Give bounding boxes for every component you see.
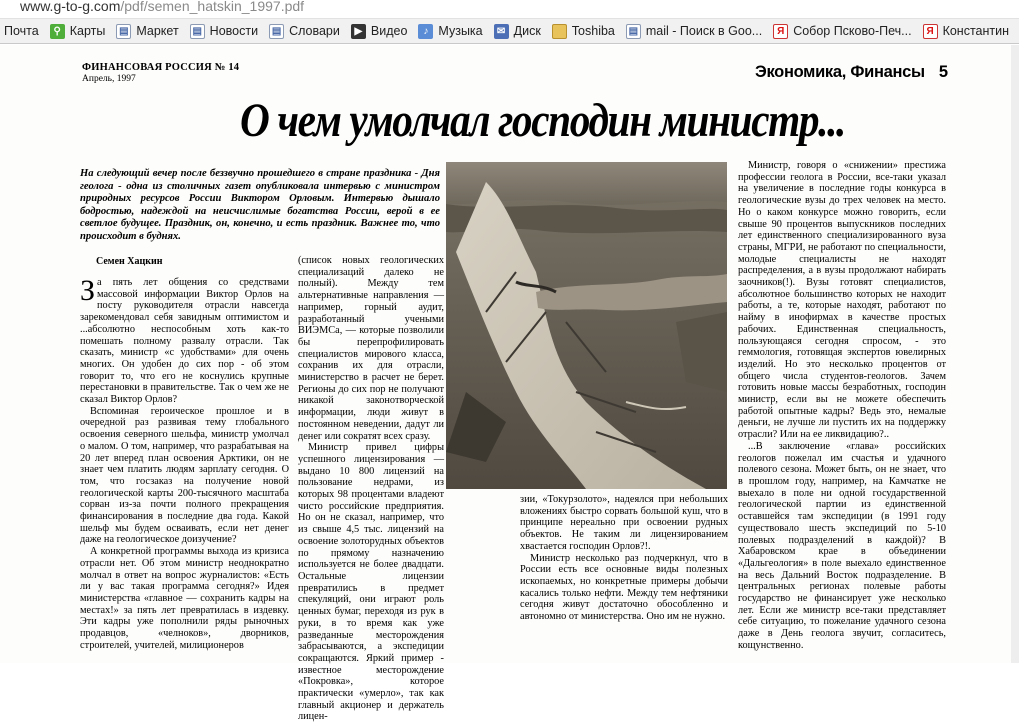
music-icon: ♪: [418, 24, 433, 39]
bookmark-sobor[interactable]: [769, 20, 915, 42]
paragraph: Министр несколько раз подчеркнул, что в России есть все основные виды полезных ископаемых, но конкретные примеры добычи касались только нефти. Между тем нефтяники сегодня живут достаточно обособленно и автономно от министерства. Оно им не нужно.: [520, 552, 728, 623]
bookmark-label: mail - Поиск в Goo...: [645, 24, 763, 38]
bookmark-label: Почта: [4, 24, 39, 38]
scrollbar[interactable]: [1011, 45, 1019, 663]
bookmark-label: Карты: [69, 24, 106, 38]
doc-icon: ▤: [269, 24, 284, 39]
page-number: 5: [938, 63, 948, 81]
bookmark-toshiba[interactable]: [548, 20, 619, 42]
paragraph: ...В заключение «глава» российских геологов пожелал им счастья и удачного полевого сезона. Может быть, он не знает, что в прошлом году, например, на Камчатке не выехало в поле ни одной государственной геологической партии из единственной оставшейся там экспедиции (в 1991 году существовало шесть экспедиций по 5-10 полевых подразделений в каждой)? В Хабаровском крае в объединении «Дальгеология» в поле выехало единственное на весь Дальний Восток подразделение. В центральных регионах полевые работы государство не финансирует уже несколько лет. Если же министр все-таки представляет себе ситуацию, то пожелание удачного сезона даже в День геолога звучит, согласитесь, кощунственно.: [738, 440, 946, 651]
bookmark-label: Toshiba: [571, 24, 615, 38]
paragraph: (список новых геологических специализаций далеко не полный). Между тем альтернативные направления — например, горный аудит, разработанный учеными ВИЭМСа, — которые позволили бы перепрофилировать специалистов мирового класса, сохранив их для отрасли, министерство в расчет не берет. Регионы до сих пор не получают никакой законотворческой информации, люди живут в постоянном неведении, дадут ли денег или сократят всех сразу.: [298, 255, 444, 442]
paragraph: Вспоминая героическое прошлое и в очередной раз развивая тему глобального освоения северного шельфа, министр умолчал о малом. О том, например, что разрабатывая на 20 лет вперед план освоения Арктики, он не знает чем платить людям зарплату сегодня. О том, что госзаказ на получение новой геологической карты 200-тысячного масштаба сорван из-за почти полного прекращения финансирования в последние два года. Какой шельф мы будем осваивать, если нет денег даже на геологическое доизучение?: [80, 405, 289, 546]
bookmarks-bar: [0, 19, 1019, 44]
publication-name: ФИНАНСОВАЯ РОССИЯ № 14: [82, 62, 240, 73]
section-title: Экономика, Финансы: [755, 63, 925, 81]
bookmark-market[interactable]: [112, 20, 182, 42]
bookmark-label: Маркет: [136, 24, 179, 38]
doc-icon: ▤: [116, 24, 131, 39]
bookmark-pochta[interactable]: [0, 20, 43, 42]
url-host: www.g-to-g.com: [20, 0, 121, 14]
paragraph: Министр привел цифры успешного лицензирования — выдано 10 800 лицензий на пользование недрами, из которых 98 процентами владеют чисто российские предприятия. Но он не сказал, например, что из свыше 4,5 тыс. лицензий на освоение золоторудных объектов по прямому назначению используется не более двадцати. Остальные лицензии превратились в предмет спекуляций, они играют роль ценных бумаг, переходя из рук в руки, в то время как уже разведанные месторождения забрасываются, а экспедиции сокращаются. Яркий пример - известное месторождение «Покровка», которое практически «умерло», так как главный акционер и держатель лицен-: [298, 442, 444, 723]
article-byline: Семен Хацкин: [96, 256, 163, 267]
drop-cap: З: [80, 274, 96, 307]
article-column-4: [738, 160, 946, 651]
paragraph: [80, 274, 289, 406]
folder-icon: [552, 24, 567, 39]
bookmark-label: Новости: [209, 24, 259, 38]
article-lead: На следующий вечер после беззвучно прошедшего в стране праздника - Дня геолога - одна из столичных газет опубликовала интервью с министром природных ресурсов России Виктором Орловым. Интервью дышало бодростью, надеждой на неисчислимые богатства России, верой в ее светлое будущее. Праздник, он, конечно, и есть праздник. Важнее то, что происходит в буднях.: [80, 168, 440, 242]
article-headline: О чем умолчал господин министр...: [240, 94, 845, 147]
paragraph: А конкретной программы выхода из кризиса отрасли нет. Об этом министр неоднократно молчал в ответ на вопрос журналистов: «Есть ли у вас такая программа сегодня?» Идея министерства «главное — сохранить кадры на местах!» за пять лет превратилась в издевку. Эти кадры уже пополнили ряды рыночных продавцов, «челноков», дворников, строителей, учителей, милиционеров: [80, 546, 289, 651]
article-column-3: [520, 494, 728, 626]
mail-icon: ✉: [494, 24, 509, 39]
bookmark-label: Диск: [513, 24, 541, 38]
bookmark-karty[interactable]: [46, 20, 110, 42]
bookmark-konstantin[interactable]: [919, 20, 1013, 42]
yandex-icon: Я: [773, 24, 788, 39]
bookmark-disk[interactable]: [490, 20, 545, 42]
publication-header: [82, 62, 239, 84]
bookmark-label: Собор Псково-Печ...: [793, 24, 912, 38]
bookmark-slovari[interactable]: [265, 20, 344, 42]
bookmark-video[interactable]: [347, 20, 412, 42]
bookmark-novosti[interactable]: [186, 20, 262, 42]
bookmark-mail-search[interactable]: [622, 20, 766, 42]
bookmark-label: Константин: [942, 24, 1010, 38]
bookmark-label: Словари: [289, 24, 340, 38]
article-column-2: [298, 255, 444, 723]
doc-icon: ▤: [190, 24, 205, 39]
paragraph: зии, «Токурзолото», надеялся при небольших вложениях быстро сорвать большой куш, что в принципе нереально при освоении рудных объектов. Не таким ли лицензированием хвастается господин Орлов?!.: [520, 494, 728, 552]
dry-riverbed-photo: [446, 162, 727, 489]
bookmark-muzyka[interactable]: [414, 20, 486, 42]
article-column-1: [80, 274, 289, 651]
address-bar[interactable]: [0, 0, 1019, 19]
issue-date: Апрель, 1997: [82, 74, 136, 84]
maps-icon: ⚲: [50, 24, 65, 39]
section-header: [755, 63, 948, 82]
paragraph: Министр, говоря о «снижении» престижа профессии геолога в России, все-таки указал на увеличение в последние годы конкурса в геологические вузы до трех человек на место. Но о каком конкурсе можно говорить, если свыше 90 процентов выпускников последних лет единственного специализированного вуза страны, МГРИ, не работают по специальности, молодые специалисты не находят распределения, а в вузы продолжают набирать заочников(!). Вузы готовят специалистов, абсолютное большинство которых не находит работы, а те, которые находят, работают по найму в инофирмах в качестве простых рабочих. Единственная специальность, пользующаяся сегодня спросом, - это геммология, готовящая экспертов ювелирных изделий. Но это несколько процентов от общего числа студентов-геологов. Зачем готовить новые массы безработных, господин министр, если вы не можете обеспечить работой опытные кадры? Ведь это, немалые деньги, не лучше ли пустить их на поддержку отрасли? Или на ее ликвидацию?..: [738, 160, 946, 441]
bookmark-label: Музыка: [438, 24, 483, 38]
url-path: /pdf/semen_hatskin_1997.pdf: [120, 0, 305, 14]
bookmark-label: Видео: [370, 24, 408, 38]
video-icon: ▶: [351, 24, 366, 39]
article-photo: [446, 162, 727, 489]
url-text[interactable]: [20, 0, 304, 14]
doc-icon: ▤: [626, 24, 641, 39]
paragraph-text: а пять лет общения со средствами массовой информации Виктор Орлов на посту руководителя отрасли навсегда зарекомендовал себя завидным оптимистом и ...абсолютно неспособным хоть как-то помешать полному развалу отрасли. Так сказать, министр «с удобствами» для очень многих. Он удобен до сих пор - об этом говорит то, что его не коснулись крупные перестановки в правительстве. Так о чем же не сказал Виктор Орлов?: [80, 277, 289, 406]
yandex-icon: Я: [923, 24, 938, 39]
